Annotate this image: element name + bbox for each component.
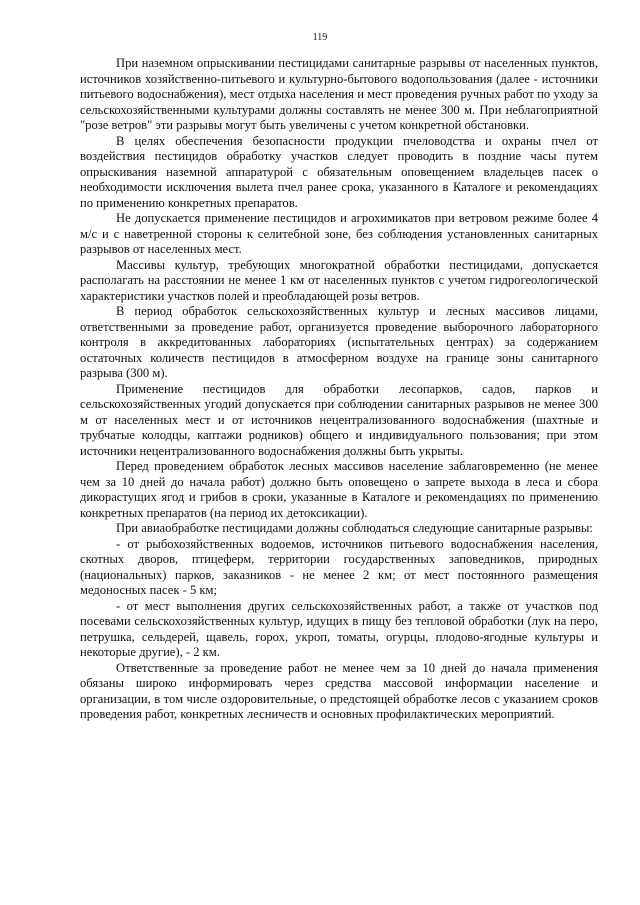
list-item-other-works: - от мест выполнения других сельскохозяйственных работ, а также от участков под посевами сельскохозяйственных культур, идущих в пищу без тепловой обработки (лук на перо, петрушка, сельдерей, щавель, горох, укроп, томаты, огурцы, плодово-ягодные культуры и некоторые другие), - 2 км. <box>80 598 598 659</box>
list-item-water-bodies: - от рыбохозяйственных водоемов, источников питьевого водоснабжения населения, скотных дворов, птицеферм, территории государственных заповедников, природных (национальных) парков, заказников - не менее 2 км; от мест постоянного размещения медоносных пасек - 5 км; <box>80 536 598 597</box>
paragraph-wind-restriction: Не допускается применение пестицидов и агрохимикатов при ветровом режиме более 4 м/с и с наветренной стороны к селитебной зоне, без соблюдения установленных санитарных разрывов от населенных мест. <box>80 211 598 256</box>
paragraph-ground-spraying: При наземном опрыскивании пестицидами санитарные разрывы от населенных пунктов, источников хозяйственно-питьевого и культурно-бытового водопользования (далее - источники питьевого водоснабжения), мест отдыха населения и мест проведения ручных работ по уходу за сельскохозяйственными культурами должны составлять не менее 300 м. При неблагоприятной "розе ветров" эти разрывы могут быть увеличены с учетом конкретной обстановки. <box>80 56 598 132</box>
paragraph-parks-gardens: Применение пестицидов для обработки лесопарков, садов, парков и сельскохозяйственных угодий допускается при соблюдении санитарных разрывов не менее 300 м от населенных мест и от источников нецентрализованного водоснабжения (шахтные и трубчатые колодцы, каптажи родников) общего и индивидуального пользования; при этом источники нецентрализованного водоснабжения должны быть укрыты. <box>80 381 598 458</box>
paragraph-forest-notice: Перед проведением обработок лесных массивов население заблаговременно (не менее чем за 10 дней до начала работ) должно быть оповещено о запрете выхода в леса и сбора дикорастущих ягод и грибов в сроки, указанные в Каталоге и рекомендациях по применению конкретных препаратов (на период их детоксикации). <box>80 459 598 520</box>
paragraph-lab-control: В период обработок сельскохозяйственных культур и лесных массивов лицами, ответственными за проведение работ, организуется проведение выборочного лабораторного контроля в аккредитованных лабораториях (испытательных центрах) за содержанием остаточных количеств пестицидов в атмосферном воздухе на границе зоны санитарного разрыва (300 м). <box>80 304 598 380</box>
paragraph-bee-protection: В целях обеспечения безопасности продукции пчеловодства и охраны пчел от воздействия пестицидов обработку участков следует проводить в поздние часы путем опрыскивания наземной аппаратурой с обязательным оповещением владельцев пасек о необходимости исключения вылета пчел ранее срока, указанного в Каталоге и рекомендациях по применению конкретных препаратов. <box>80 133 598 210</box>
paragraph-aerial-intro: При авиаобработке пестицидами должны соблюдаться следующие санитарные разрывы: <box>116 521 593 535</box>
document-body <box>80 56 598 723</box>
page-number: 119 <box>312 32 328 43</box>
paragraph-crop-placement: Массивы культур, требующих многократной обработки пестицидами, допускается располагать на расстоянии не менее 1 км от населенных пунктов с учетом гидрогеологической характеристики участков полей и преобладающей розы ветров. <box>80 257 598 303</box>
paragraph-responsible-persons: Ответственные за проведение работ не менее чем за 10 дней до начала применения обязаны широко информировать через средства массовой информации население и организации, в том числе оздоровительные, о предстоящей обработке лесов с указанием сроков проведения работ, конкретных лесничеств и основных профилактических мероприятий. <box>80 660 598 721</box>
